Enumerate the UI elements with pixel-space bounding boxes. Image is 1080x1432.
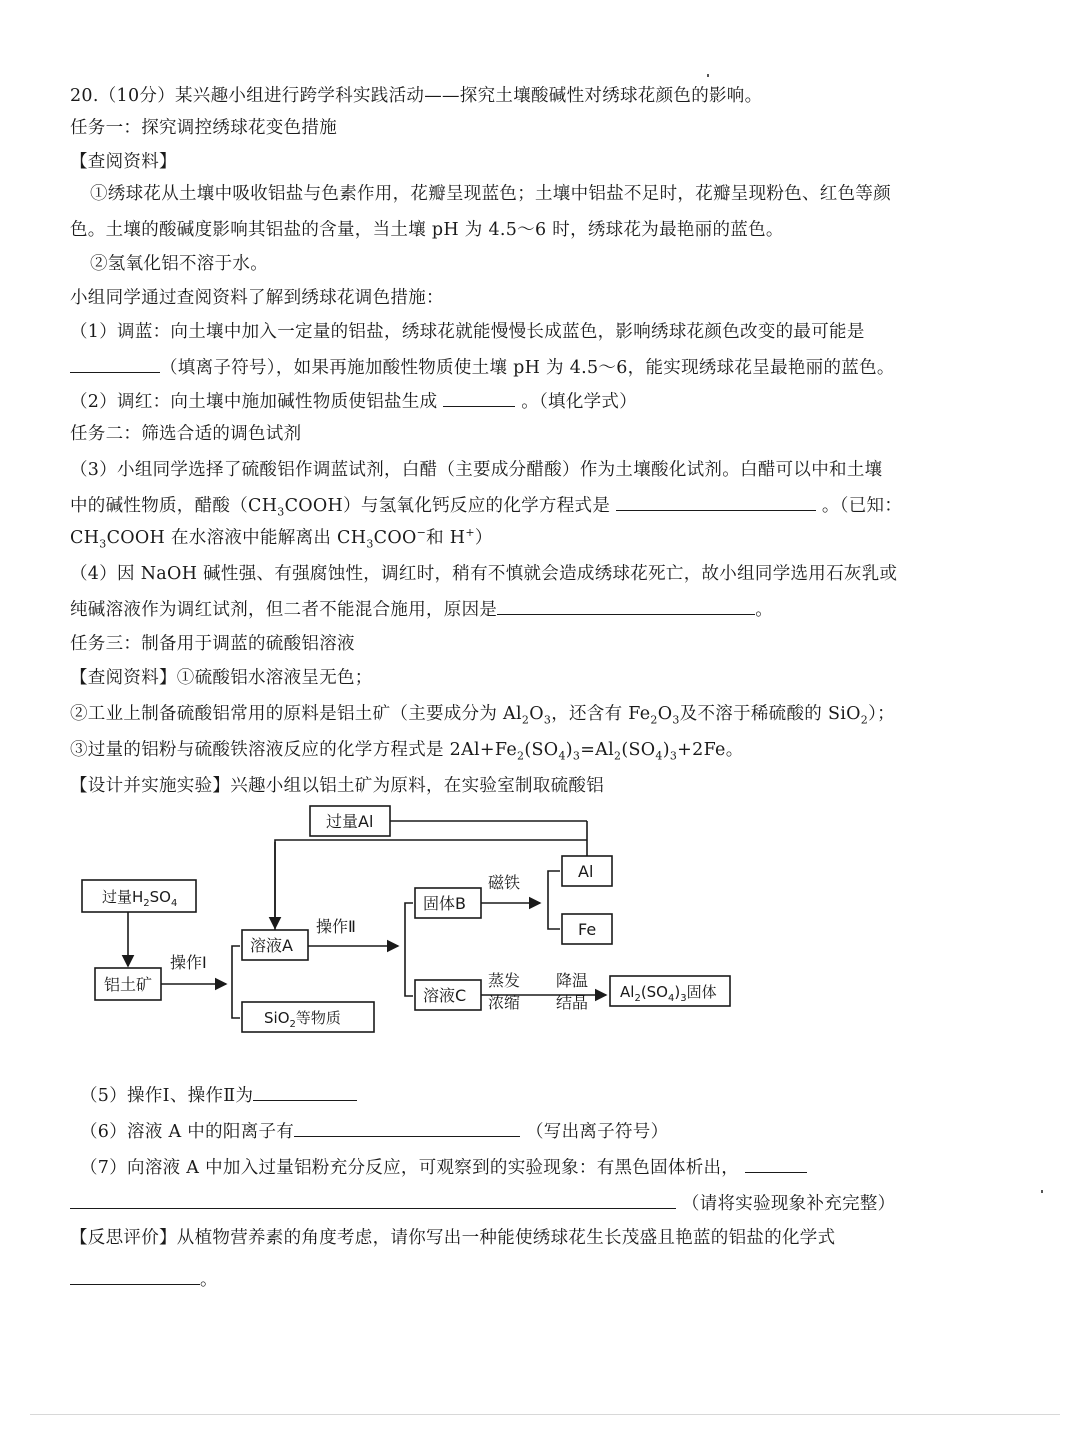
q7-answer-blank-1[interactable] (745, 1154, 807, 1173)
sio2-label: SiO$_2$等物质 (264, 1009, 341, 1030)
q6-text: （6）溶液 A 中的阳离子有 (80, 1122, 295, 1142)
ref2-e: 及不溶于稀硫酸的 SiO (679, 704, 861, 724)
product-label: $Al_2(SO_4)_3$固体 (620, 983, 717, 1004)
scan-speck (707, 74, 709, 77)
reflection-end: 。 (200, 1270, 218, 1290)
ref2-b: O (529, 704, 544, 724)
evaporate-label-1: 蒸发 (488, 971, 521, 990)
q6-hint: （写出离子符号） (525, 1122, 669, 1142)
ref3-d: =Al (580, 740, 615, 760)
cool-label-1: 降温 (556, 971, 589, 990)
reference-title-1: 【查阅资料】 (70, 152, 177, 172)
task3-title: 任务三：制备用于调蓝的硫酸铝溶液 (70, 634, 355, 654)
excess-al-label: 过量Al (326, 812, 374, 831)
op2-label: 操作Ⅱ (316, 917, 356, 936)
reference-1-item2: ②氢氧化铝不溶于水。 (90, 254, 268, 274)
ref2-c: ，还含有 Fe (551, 704, 651, 724)
cool-label-2: 结晶 (556, 993, 589, 1012)
scan-speck (1041, 1190, 1043, 1193)
question-header: 20.（10分）某兴趣小组进行跨学科实践活动——探究土壤酸碱性对绣球花颜色的影响。 (70, 86, 763, 106)
q3-line1: （3）小组同学选择了硫酸铝作调蓝试剂，白醋（主要成分醋酸）作为土壤酸化试剂。白醋可以中和土壤 (70, 460, 883, 480)
ref2-d: O (657, 704, 673, 724)
magnet-label: 磁铁 (488, 873, 521, 892)
solid-b-label: 固体B (423, 894, 466, 913)
q7-hint: （请将实验现象补充完整） (681, 1194, 896, 1214)
reflection-answer-blank[interactable] (70, 1266, 200, 1285)
q7-line2 (70, 1190, 895, 1216)
excess-acid-label: 过量$H_2SO_4$ (102, 888, 178, 909)
q5-answer-blank[interactable] (253, 1082, 357, 1101)
q3-formula-a: CH (70, 528, 100, 548)
q2-text: （2）调红：向土壤中施加碱性物质使铝盐生成 (70, 392, 438, 412)
q3-line2: 中的碱性物质，醋酸$(CH_3COOH)$与氢氧化钙反应的化学方程式是 。（已知： (70, 492, 902, 518)
op1-label: 操作Ⅰ (170, 953, 207, 972)
q3-formula-c: COO (373, 528, 417, 548)
ref2-f: ）； (868, 704, 895, 724)
q6-line (80, 1118, 668, 1144)
reference-2-line3: ③过量的铝粉与硫酸铁溶液反应的化学方程式是 $2Al+Fe_2(SO_4)_3=Al_2(SO_4)_3+2Fe$。 (70, 740, 744, 763)
bauxite-label: 铝土矿 (104, 975, 153, 994)
al-label: Al (578, 862, 594, 881)
ref2-a: ②工业上制备硫酸铝常用的原料是铝土矿（主要成分为 Al (70, 704, 522, 724)
q7-line1 (80, 1154, 807, 1180)
q4-end: 。 (755, 600, 774, 620)
q6-answer-blank[interactable] (294, 1118, 520, 1137)
q5-text: （5）操作Ⅰ、操作Ⅱ为 (80, 1086, 254, 1106)
task1-title: 任务一：探究调控绣球花变色措施 (70, 118, 337, 138)
q3-text-b: COOH）与氢氧化钙反应的化学方程式是 (284, 496, 611, 516)
q2-hint: 。（填化学式） (521, 392, 638, 412)
q3-formula-b: COOH 在水溶液中能解离出 CH (106, 528, 367, 548)
solution-a-label: 溶液A (250, 936, 293, 955)
reference-2-line1: 【查阅资料】①硫酸铝水溶液呈无色； (70, 668, 373, 688)
q1-line1: （1）调蓝：向土壤中加入一定量的铝盐，绣球花就能慢慢长成蓝色，影响绣球花颜色改变的最可能是 (70, 322, 865, 342)
task2-title: 任务二：筛选合适的调色试剂 (70, 424, 302, 444)
reference-1-line2: 色。土壤的酸碱度影响其铝盐的含量，当土壤 pH 为 4.5～6 时，绣球花为最艳丽的蓝色。 (70, 220, 784, 240)
solution-c-label: 溶液C (423, 986, 467, 1005)
q3-line3: $CH_3COOH$ 在水溶液中能解离出 $CH_3COO^-$和 H+） (70, 526, 493, 551)
ref3-e: (SO (621, 740, 656, 760)
reference-1-line1: ①绣球花从土壤中吸收铝盐与色素作用，花瓣呈现蓝色；土壤中铝盐不足时，花瓣呈现粉色、红色等颜 (90, 184, 891, 204)
q3-formula-d: 和 H (426, 528, 466, 548)
fe-label: Fe (578, 920, 597, 939)
ref3-a: ③过量的铝粉与硫酸铁溶液反应的化学方程式是 2Al+Fe (70, 740, 518, 760)
q7-text: （7）向溶液 A 中加入过量铝粉充分反应，可观察到的实验现象：有黑色固体析出， (80, 1158, 740, 1178)
q7-answer-blank-2[interactable] (70, 1190, 676, 1209)
q3-text-c: 。（已知： (821, 496, 903, 516)
q5-line (80, 1082, 357, 1108)
q1-line2-text: （填离子符号），如果再施加酸性物质使土壤 pH 为 4.5～6，能实现绣球花呈最艳丽的蓝色。 (160, 358, 895, 378)
reference-2-line2: ②工业上制备硫酸铝常用的原料是铝土矿（主要成分为 $Al_2O_3$，还含有 $Fe_2O_3$及不溶于稀硫酸的 SiO$_2$）； (70, 704, 895, 727)
design-title: 【设计并实施实验】兴趣小组以铝土矿为原料，在实验室制取硫酸铝 (70, 776, 604, 796)
ref3-c: ) (565, 740, 573, 760)
evaporate-label-2: 浓缩 (488, 993, 521, 1012)
q4-line1: （4）因 NaOH 碱性强、有强腐蚀性，调红时，稍有不慎就会造成绣球花死亡，故小组同学选用石灰乳或 (70, 564, 898, 584)
intro-text: 小组同学通过查阅资料了解到绣球花调色措施： (70, 288, 444, 308)
ref3-b: (SO (524, 740, 559, 760)
q4-text: 纯碱溶液作为调红试剂，但二者不能混合施用，原因是 (70, 600, 498, 620)
q3-formula-e: ） (474, 528, 493, 548)
reflection-answer-line (70, 1266, 218, 1292)
ref3-g: +2Fe。 (677, 740, 744, 760)
reflection-line: 【反思评价】从植物营养素的角度考虑，请你写出一种能使绣球花生长茂盛且艳蓝的铝盐的化学式 (70, 1228, 836, 1248)
q3-text-a: 中的碱性物质，醋酸（CH (70, 496, 278, 516)
scan-edge-line (30, 1414, 1060, 1415)
ref3-f: ) (662, 740, 670, 760)
